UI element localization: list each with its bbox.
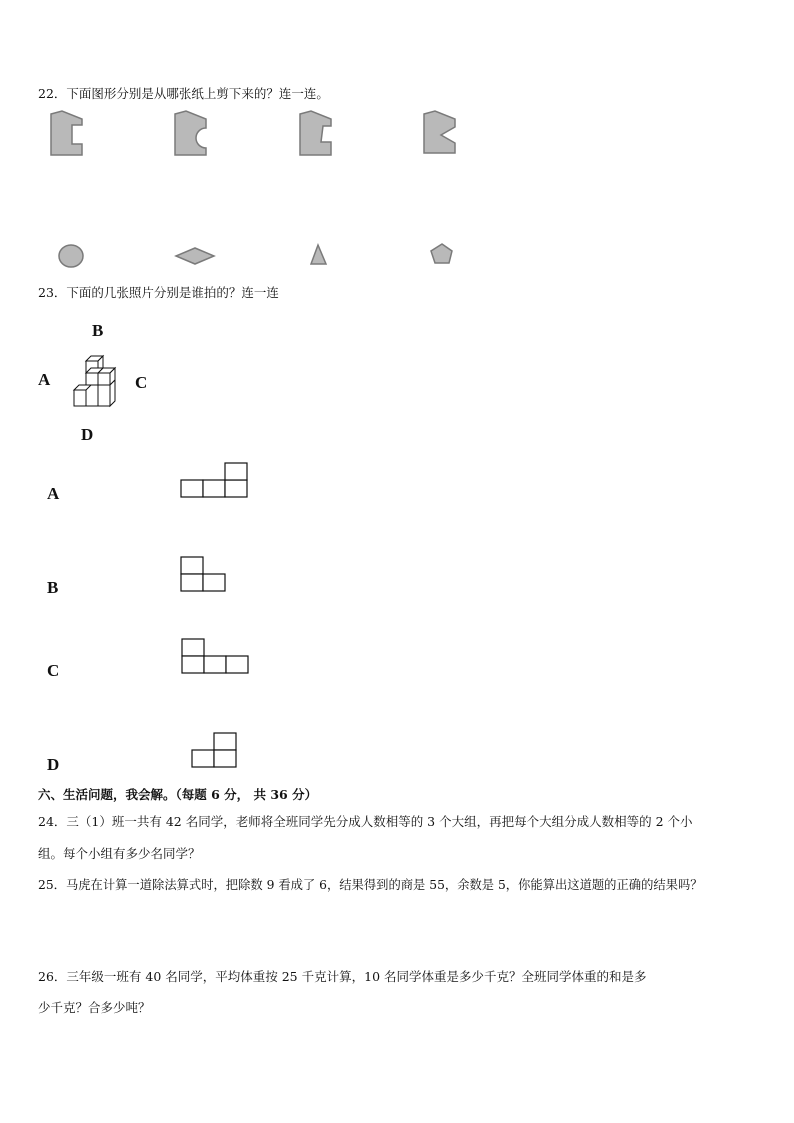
diamond-shape — [174, 245, 216, 267]
triangle-shape — [306, 242, 332, 268]
observer-label-top: B — [92, 321, 104, 340]
q25-text: 25．马虎在计算一道除法算式时，把除数 9 看成了 6，结果得到的商是 55，余数是 5，你能算出这道题的正确的结果吗？ — [38, 878, 703, 892]
q24-line2: 组。每个小组有多少名同学？ — [38, 846, 201, 861]
paper-with-rect-notch-figure — [297, 110, 335, 158]
section6-heading: 六、生活问题，我会解。（每题 6 分， 共 36 分） — [38, 787, 318, 802]
q23-text: 23．下面的几张照片分别是谁拍的？连一连 — [38, 285, 279, 300]
observer-label-bottom: D — [81, 425, 94, 444]
pentagon-shape — [429, 242, 455, 266]
q22-text: 22．下面图形分别是从哪张纸上剪下来的？连一连。 — [38, 86, 329, 101]
view-label-b: B — [47, 578, 59, 597]
observer-label-left: A — [38, 370, 51, 389]
view-a-figure — [179, 461, 251, 501]
paper-with-triangle-notch-figure — [421, 110, 459, 158]
view-d-figure — [190, 731, 240, 771]
paper-with-half-circle-notch-figure — [172, 110, 212, 158]
observer-label-right: C — [135, 373, 148, 392]
q24-line1: 24．三（1）班一共有 42 名同学，老师将全班同学先分成人数相等的 3 个大组，再把每个大组分成人数相等的 2 个小 — [38, 814, 693, 829]
view-label-c: C — [47, 661, 60, 680]
cube-stack-figure — [70, 353, 122, 409]
view-b-figure — [179, 555, 229, 595]
view-label-a: A — [47, 484, 60, 503]
q26-line2: 少千克？合多少吨？ — [38, 1000, 151, 1015]
q26-line1: 26．三年级一班有 40 名同学，平均体重按 25 千克计算，10 名同学体重是多少千克？全班同学体重的和是多 — [38, 969, 647, 984]
paper-with-square-notch-figure — [48, 110, 86, 158]
view-c-figure — [180, 637, 252, 677]
view-label-d: D — [47, 755, 60, 774]
circle-shape — [56, 242, 86, 272]
